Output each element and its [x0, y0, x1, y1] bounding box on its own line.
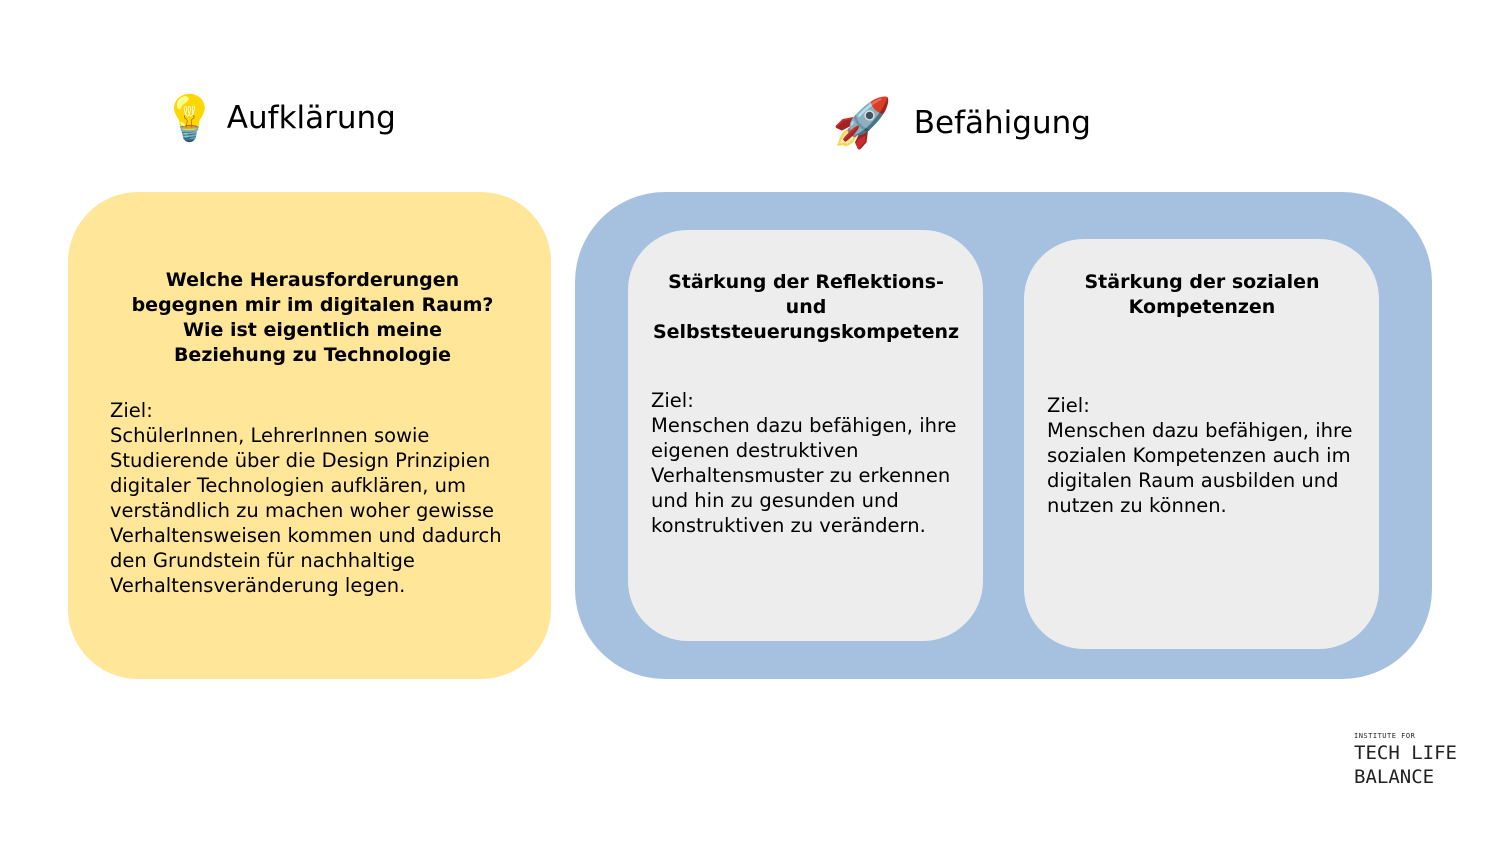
logo-line-balance: BALANCE [1354, 766, 1435, 788]
card-reflektion [628, 230, 983, 641]
heading-befaehigung [832, 94, 1091, 151]
logo-line-tech-life: TECH LIFE [1354, 742, 1457, 764]
card-reflektion-title: Stärkung der Reflektions- und Selbststeuerungskompetenz [652, 271, 960, 343]
lightbulb-icon: 💡 [162, 93, 217, 144]
card-aufklaerung-body: Ziel: SchülerInnen, LehrerInnen sowie Studierende über die Design Prinzipien digitaler Technologien aufklären, um verständlich zu machen woher gewisse Verhaltensweisen kommen und dadurch den Grundstein für nachhaltige Verhaltensveränderung legen. [110, 399, 502, 597]
card-reflektion-body: Ziel: Menschen dazu befähigen, ihre eigenen destruktiven Verhaltensmuster zu erkennen und hin zu gesunden und konstruktiven zu verändern. [651, 389, 957, 537]
heading-aufklaerung-label: Aufklärung [226, 100, 396, 136]
logo [1354, 732, 1464, 789]
card-aufklaerung-title: Welche Herausforderungen begegnen mir im digitalen Raum? Wie ist eigentlich meine Beziehung zu Technologie [131, 269, 494, 366]
card-sozial [1024, 239, 1379, 649]
heading-befaehigung-label: Befähigung [913, 104, 1091, 141]
card-aufklaerung [68, 192, 551, 679]
card-sozial-body: Ziel: Menschen dazu befähigen, ihre sozialen Kompetenzen auch im digitalen Raum ausbilden und nutzen zu können. [1047, 394, 1353, 517]
heading-aufklaerung [162, 92, 396, 144]
rocket-icon: 🚀 [832, 95, 892, 151]
card-sozial-title: Stärkung der sozialen Kompetenzen [1084, 271, 1320, 318]
logo-line-institute: INSTITUTE FOR [1354, 732, 1416, 740]
